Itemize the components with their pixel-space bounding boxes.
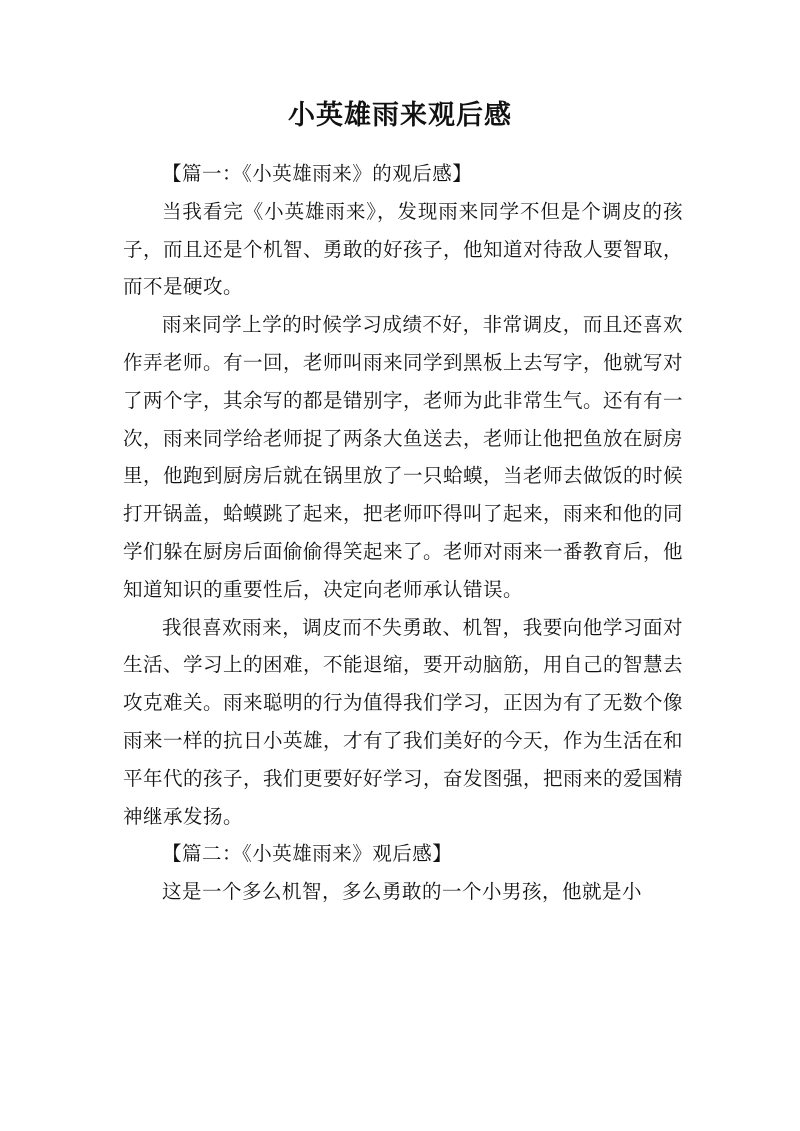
section-heading-1: 【篇一：《小英雄雨来》的观后感】 [162, 162, 473, 185]
document-body [123, 155, 683, 911]
paragraph-2: 雨来同学上学的时候学习成绩不好，非常调皮，而且还喜欢作弄老师。有一回，老师叫雨来同学到黑板上去写字，他就写对了两个字，其余写的都是错别字，老师为此非常生气。还有有一次，雨来同学给老师捉了两条大鱼送去，老师让他把鱼放在厨房里，他跑到厨房后就在锅里放了一只蛤蟆，当老师去做饭的时候打开锅盖，蛤蟆跳了起来，把老师吓得叫了起来，雨来和他的同学们躲在厨房后面偷偷得笑起来了。老师对雨来一番教育后，他知道知识的重要性后，决定向老师承认错误。 [123, 313, 684, 601]
section-heading-2: 【篇二：《小英雄雨来》观后感】 [162, 842, 453, 866]
paragraph-1: 当我看完《小英雄雨来》，发现雨来同学不但是个调皮的孩子，而且还是个机智、勇敢的好孩子，他知道对待敌人要智取，而不是硬攻。 [123, 199, 684, 299]
document-title: 小英雄雨来观后感 [288, 100, 512, 131]
paragraph-3: 我很喜欢雨来，调皮而不失勇敢、机智，我要向他学习面对生活、学习上的困难，不能退缩，要开动脑筋，用自己的智慧去攻克难关。雨来聪明的行为值得我们学习，正因为有了无数个像雨来一样的抗日小英雄，才有了我们美好的今天，作为生活在和平年代的孩子，我们更要好好学习，奋发图强，把雨来的爱国精神继承发扬。 [123, 615, 684, 828]
paragraph-4: 这是一个多么机智，多么勇敢的一个小男孩，他就是小 [162, 880, 643, 904]
